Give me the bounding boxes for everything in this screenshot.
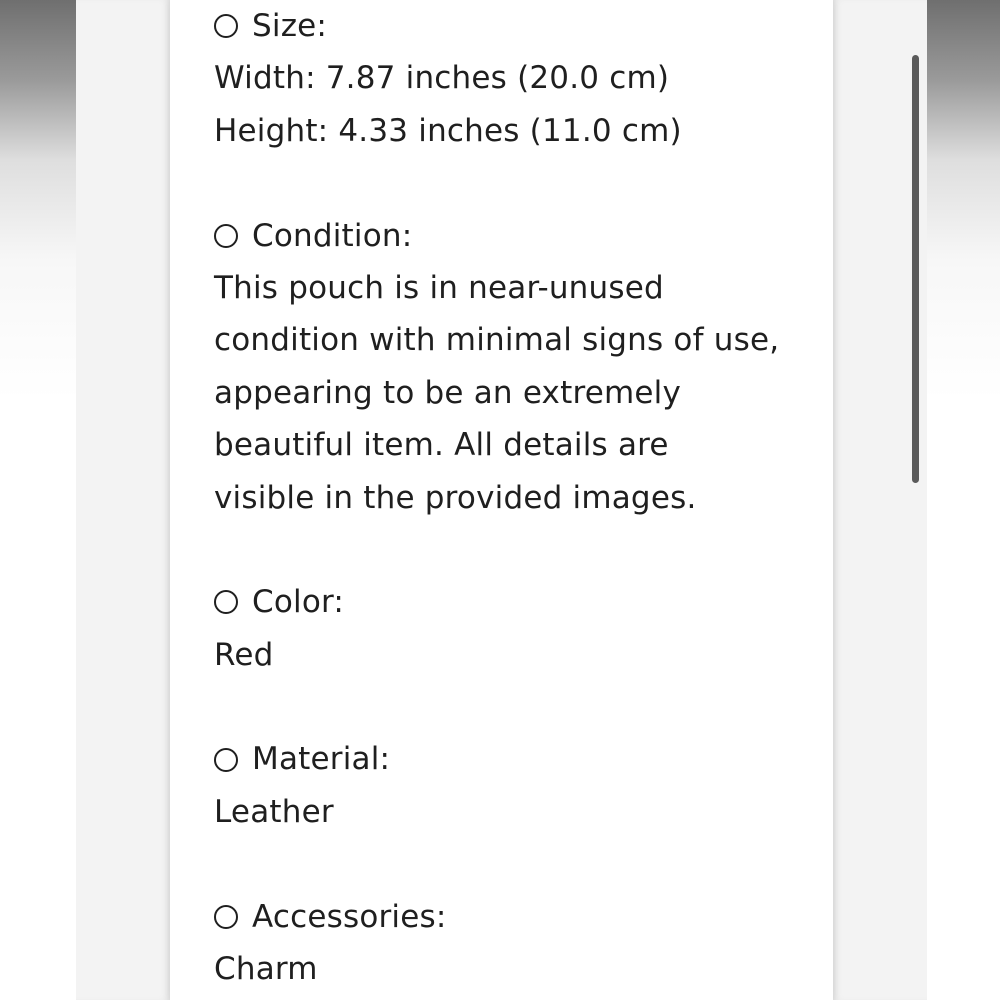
- material-value: Leather: [214, 793, 334, 830]
- circle-outline-icon: [214, 224, 238, 248]
- color-value: Red: [214, 636, 274, 673]
- condition-line-2: condition with minimal signs of use,: [214, 322, 780, 359]
- right-background: [920, 0, 1000, 1000]
- left-background: [0, 0, 80, 1000]
- size-width: Width: 7.87 inches (20.0 cm): [214, 60, 670, 97]
- section-spacer: [214, 681, 814, 733]
- left-gutter: [76, 0, 170, 1000]
- condition-label: Condition:: [252, 217, 413, 254]
- accessories-value: Charm: [214, 951, 318, 988]
- size-label: Size:: [252, 8, 328, 44]
- listing-description-panel: [170, 0, 833, 1000]
- condition-line-4: beautiful item. All details are: [214, 427, 669, 464]
- condition-line-3: appearing to be an extremely: [214, 374, 682, 411]
- size-heading: [214, 0, 814, 52]
- material-label: Material:: [252, 741, 391, 778]
- size-height: Height: 4.33 inches (11.0 cm): [214, 112, 682, 149]
- color-heading: [214, 576, 814, 628]
- description-content: [214, 0, 814, 995]
- vertical-scrollbar[interactable]: [912, 55, 919, 483]
- accessories-label: Accessories:: [252, 898, 447, 935]
- condition-line-1: This pouch is in near-unused: [214, 269, 664, 306]
- section-spacer: [214, 838, 814, 890]
- section-spacer: [214, 524, 814, 576]
- accessories-heading: [214, 891, 814, 943]
- material-heading: [214, 733, 814, 785]
- circle-outline-icon: [214, 748, 238, 772]
- circle-outline-icon: [214, 590, 238, 614]
- circle-outline-icon: [214, 905, 238, 929]
- circle-outline-icon: [214, 14, 238, 38]
- condition-heading: [214, 210, 814, 262]
- section-spacer: [214, 157, 814, 209]
- condition-line-5: visible in the provided images.: [214, 479, 697, 516]
- color-label: Color:: [252, 584, 345, 621]
